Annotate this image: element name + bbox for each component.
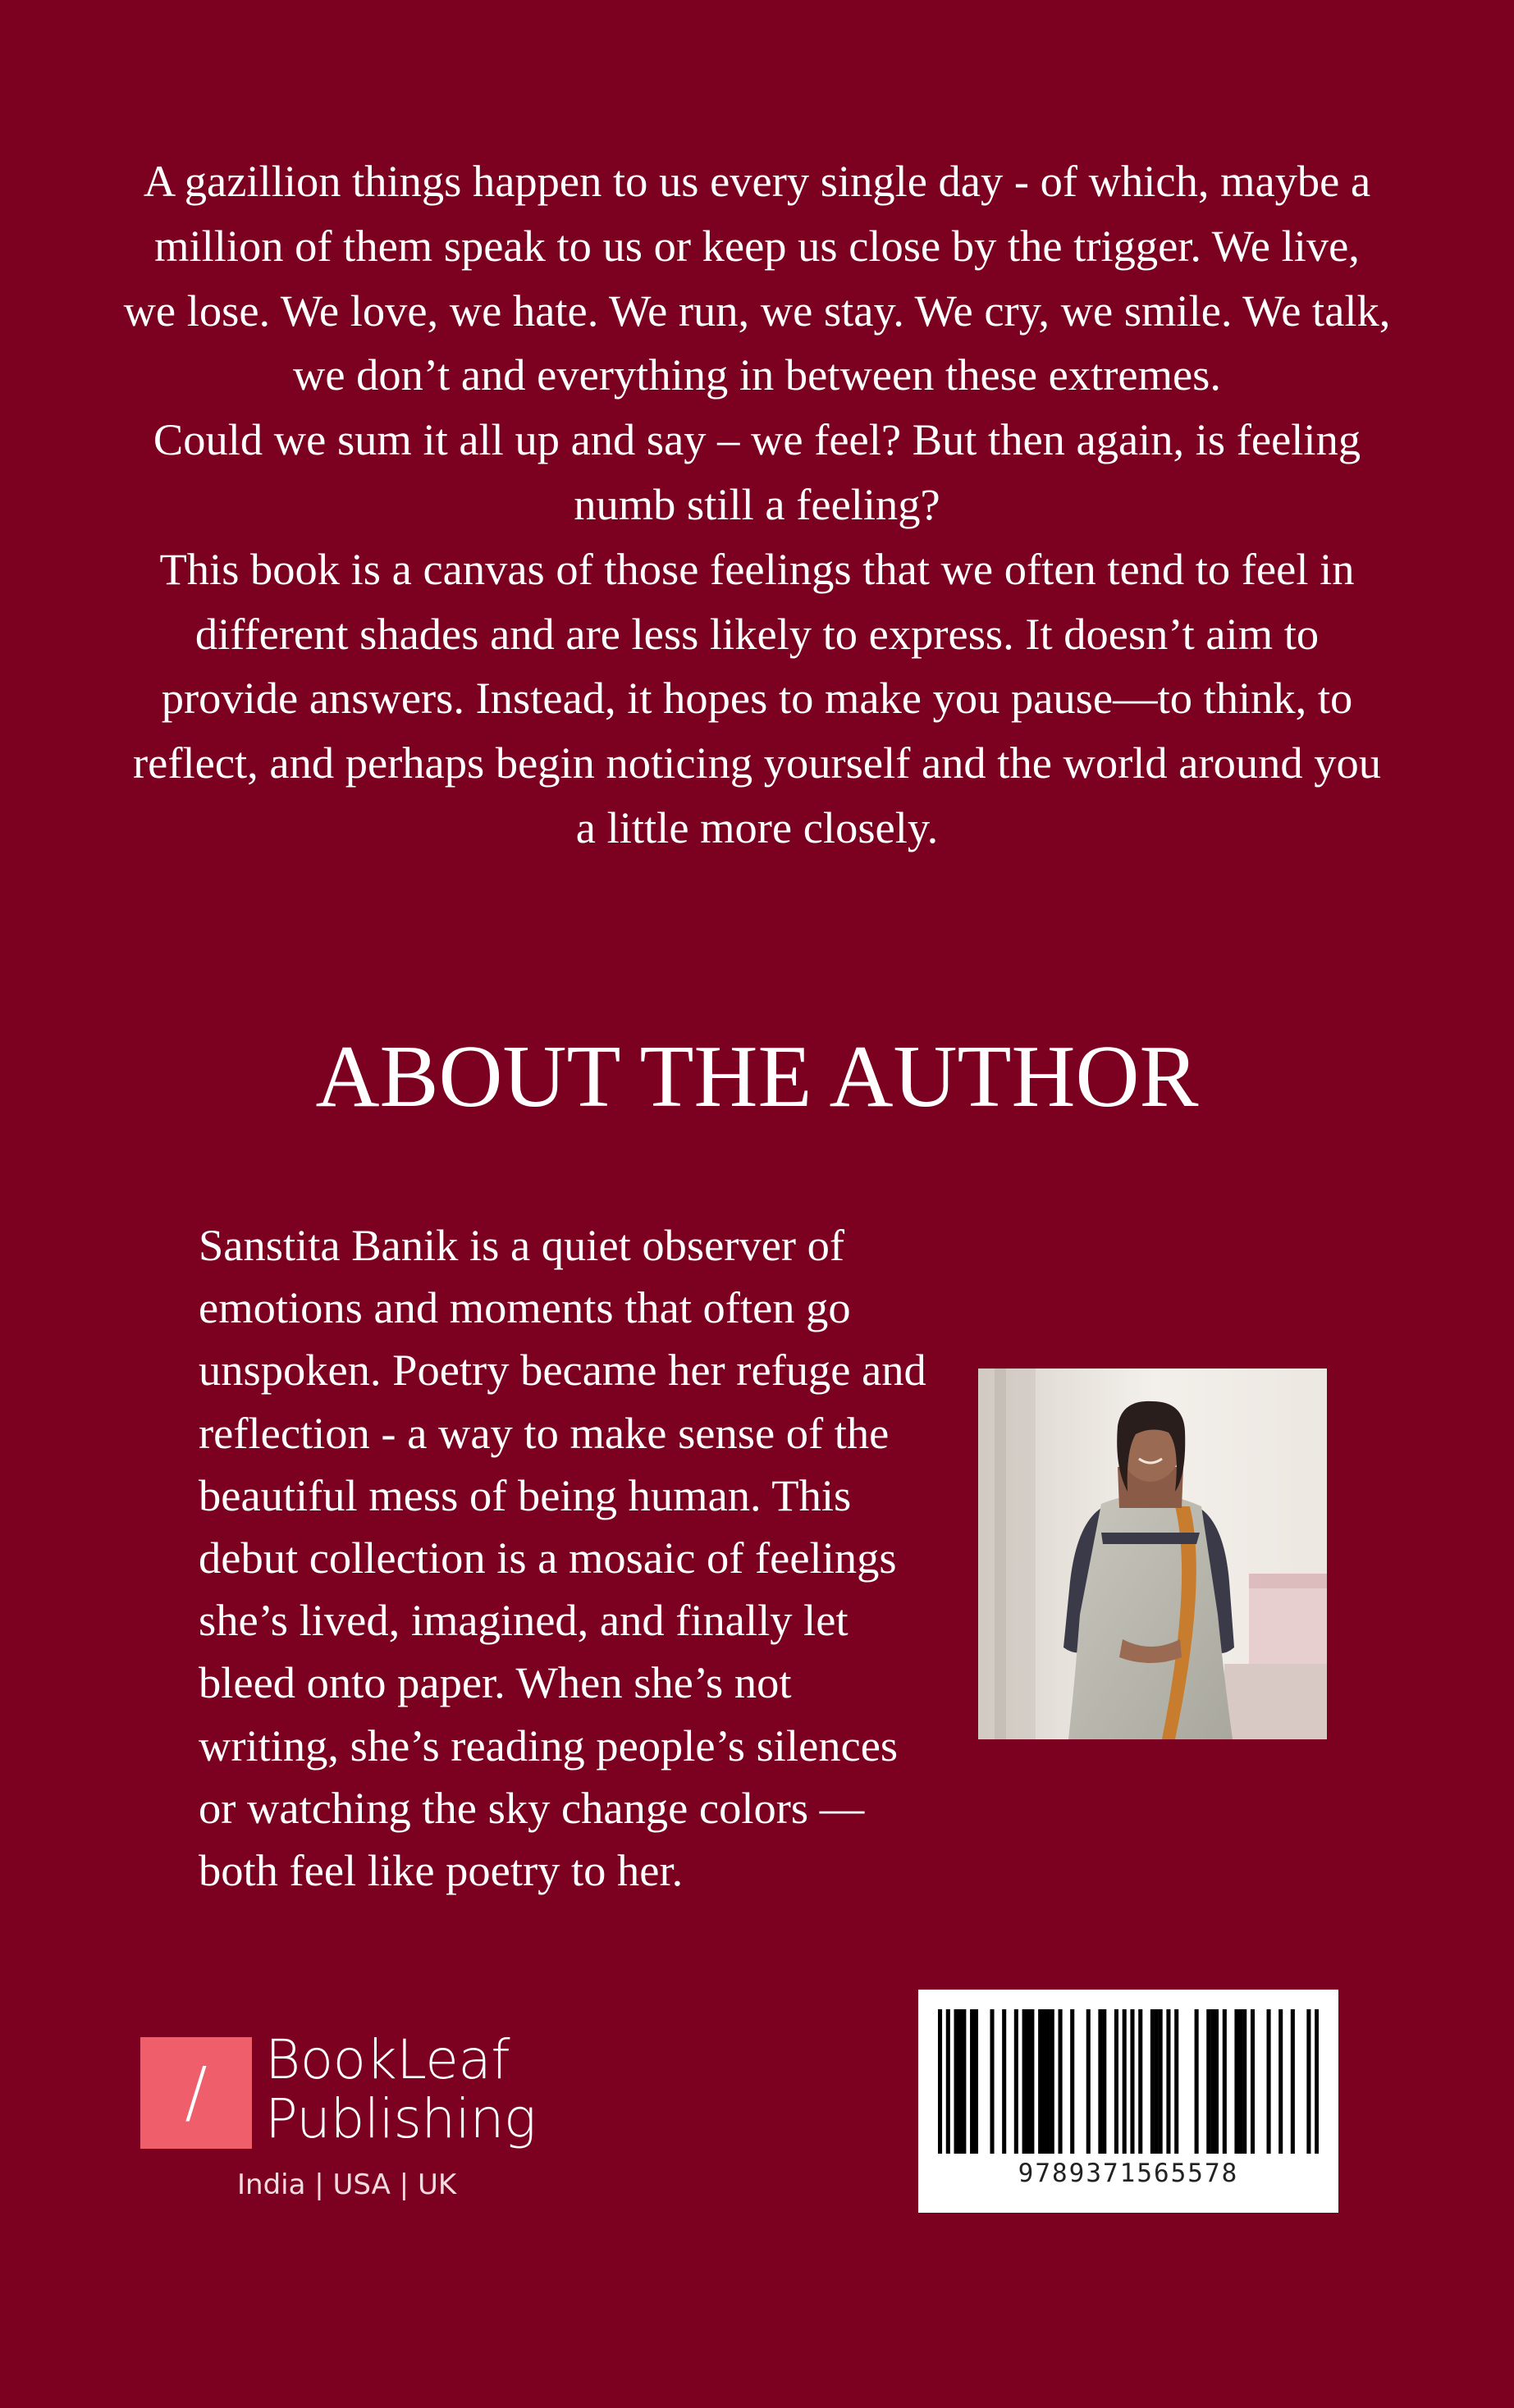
bio-line: she’s lived, imagined, and finally let (199, 1595, 848, 1646)
blurb-paragraph-3: This book is a canvas of those feelings that we often tend to feel in different shades and are less likely to express. It doesn’t aim to provide answers. Instead, it hopes to make you pause—to think, to reflect, and perhaps begin noticing yourself and the world around you a little more closely. (133, 543, 1381, 852)
barcode-bar (1159, 2009, 1163, 2154)
barcode-bar (1166, 2009, 1170, 2154)
barcode-bar (938, 2009, 942, 2154)
bio-line: beautiful mess of being human. This (199, 1469, 852, 1520)
publisher-logo (140, 2028, 551, 2215)
isbn-barcode (918, 1990, 1338, 2213)
publisher-name-line1: BookLeaf (265, 2028, 510, 2091)
barcode-bar (1214, 2009, 1219, 2154)
barcode-bar (1114, 2009, 1118, 2154)
bio-line: unspoken. Poetry became her refuge and (199, 1345, 926, 1396)
barcode-bar (1022, 2009, 1027, 2154)
barcode-bar (1030, 2009, 1034, 2154)
barcode-bar (1251, 2009, 1255, 2154)
publisher-mark (140, 2037, 252, 2149)
barcode-bar (1026, 2009, 1030, 2154)
publisher-name (265, 2028, 537, 2150)
author-bio (199, 1214, 1003, 1902)
barcode-bar (1278, 2009, 1283, 2154)
barcode-bar (970, 2009, 974, 2154)
barcode-bar (1138, 2009, 1142, 2154)
back-cover-blurb (123, 149, 1391, 861)
barcode-bar (1086, 2009, 1091, 2154)
bio-line: reflection - a way to make sense of the (199, 1407, 890, 1458)
barcode-bar (1234, 2009, 1238, 2154)
barcode-bar (1038, 2009, 1042, 2154)
barcode-bar (1150, 2009, 1155, 2154)
barcode-bar (1098, 2009, 1102, 2154)
barcode-bar (1306, 2009, 1310, 2154)
barcode-bar (1267, 2009, 1271, 2154)
blurb-paragraph-1: A gazillion things happen to us every single day - of which, maybe a million of them speak to us or keep us close by the trigger. We live, we lose. We love, we hate. We run, we stay. We cry, we smile. We talk, we don’t and everything in between these extremes. (123, 156, 1391, 400)
barcode-bar (1223, 2009, 1227, 2154)
bio-line: both feel like poetry to her. (199, 1845, 684, 1896)
bio-line: debut collection is a mosaic of feelings (199, 1533, 897, 1583)
author-photo (978, 1368, 1327, 1739)
barcode-bar (1046, 2009, 1050, 2154)
barcode-bar (1195, 2009, 1199, 2154)
barcode-bar (1210, 2009, 1214, 2154)
barcode-bar (1123, 2009, 1127, 2154)
barcode-bar (1002, 2009, 1006, 2154)
barcode-bar (974, 2009, 978, 2154)
publisher-name-line2: Publishing (265, 2087, 537, 2150)
slash-icon: / (185, 2054, 208, 2132)
barcode-bar (1242, 2009, 1246, 2154)
barcode-bar (1042, 2009, 1046, 2154)
barcode-bar (958, 2009, 962, 2154)
about-author-heading: ABOUT THE AUTHOR (315, 1028, 1199, 1126)
barcode-bar (1014, 2009, 1018, 2154)
barcode-bar (946, 2009, 950, 2154)
bio-line: emotions and moments that often go (199, 1282, 851, 1333)
barcode-bar (1238, 2009, 1242, 2154)
barcode-bar (990, 2009, 994, 2154)
isbn-number: 9789371565578 (1018, 2159, 1239, 2188)
bio-line: or watching the sky change colors — (199, 1782, 865, 1833)
barcode-bar (1070, 2009, 1074, 2154)
bio-line: writing, she’s reading people’s silences (199, 1720, 899, 1771)
barcode-bars (938, 2009, 1319, 2154)
blurb-paragraph-2: Could we sum it all up and say – we feel? But then again, is feeling numb still a feeling? (153, 414, 1361, 529)
barcode-bar (1174, 2009, 1178, 2154)
barcode-bar (1315, 2009, 1319, 2154)
barcode-bar (1050, 2009, 1054, 2154)
barcode-bar (1206, 2009, 1210, 2154)
barcode-bar (1155, 2009, 1159, 2154)
barcode-bar (1291, 2009, 1295, 2154)
bio-line: Sanstita Banik is a quiet observer of (199, 1220, 845, 1270)
barcode-bar (954, 2009, 958, 2154)
barcode-bar (1102, 2009, 1106, 2154)
publisher-regions: India | USA | UK (237, 2168, 457, 2201)
bio-line: bleed onto paper. When she’s not (199, 1657, 792, 1708)
author-photo-illustration (978, 1368, 1327, 1739)
barcode-bar (1130, 2009, 1134, 2154)
barcode-bar (1059, 2009, 1063, 2154)
barcode-bar (962, 2009, 966, 2154)
